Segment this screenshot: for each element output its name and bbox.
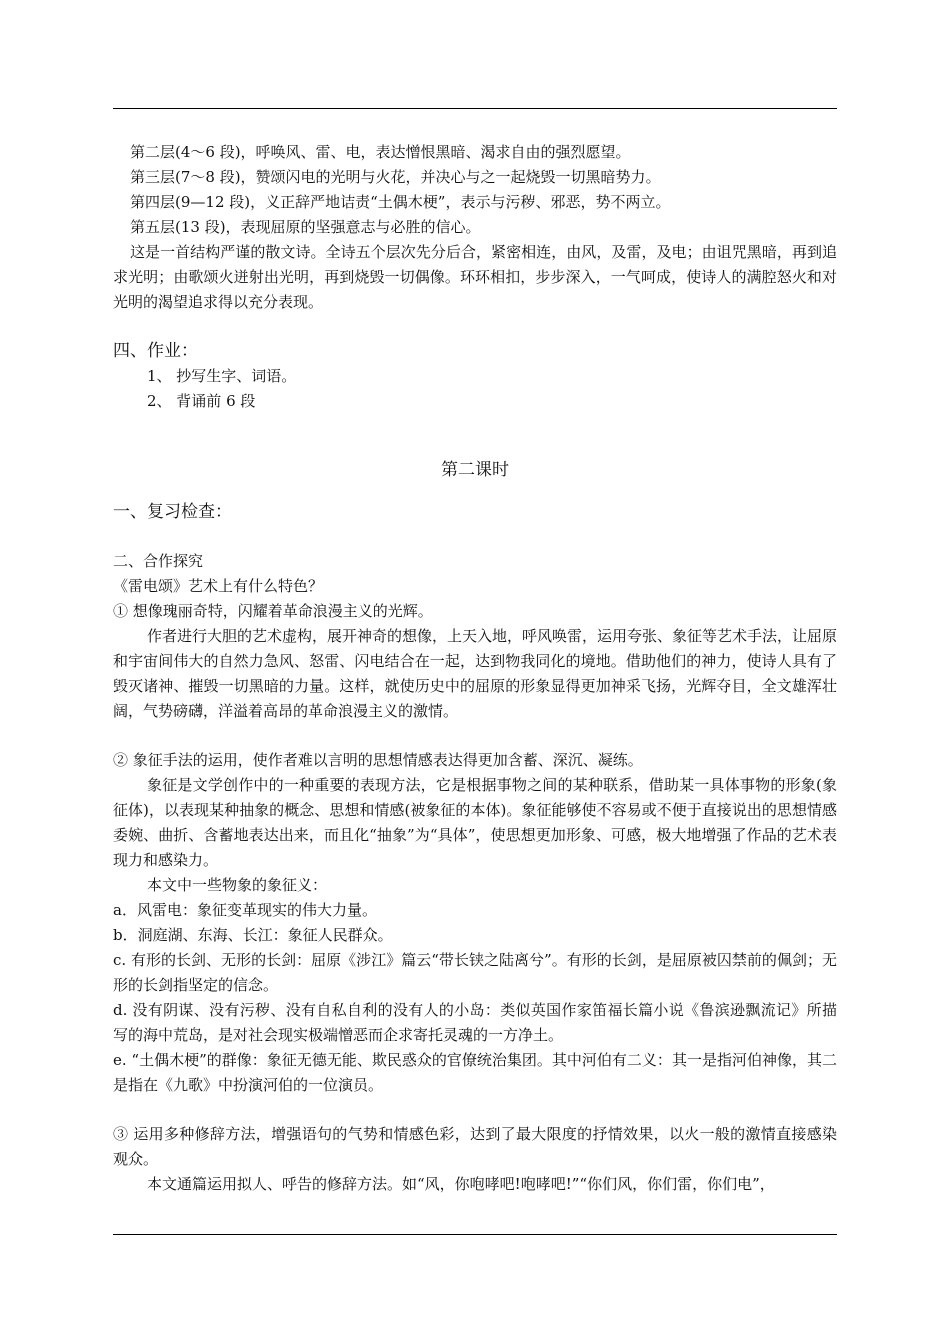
- structure-summary: 这是一首结构严谨的散文诗。全诗五个层次先分后合，紧密相连，由风，及雷，及电；由诅咒黑暗，再到追求光明；由歌颂火迸射出光明，再到烧毁一切偶像。环环相扣，步步深入，一气呵成，使诗人的满腔怒火和对光明的渴望追求得以充分表现。: [113, 243, 837, 311]
- symbol-item: c. 有形的长剑、无形的长剑：屈原《涉江》篇云“带长铗之陆离兮”。有形的长剑，是屈原被囚禁前的佩剑；无形的长剑指坚定的信念。: [113, 951, 837, 994]
- layer-2: 第二层(4～6 段)，呼唤风、雷、电，表达憎恨黑暗、渴求自由的强烈愿望。: [130, 143, 631, 161]
- homework-item: 1、 抄写生字、词语。: [147, 367, 297, 385]
- symbol-item: b．洞庭湖、东海、长江：象征人民群众。: [113, 926, 393, 944]
- point-1-title: ① 想像瑰丽奇特，闪耀着革命浪漫主义的光辉。: [113, 602, 433, 620]
- lesson-title: 第二课时: [441, 460, 509, 480]
- layer-3: 第三层(7～8 段)，赞颂闪电的光明与火花，并决心与之一起烧毁一切黑暗势力。: [130, 168, 661, 186]
- footer-rule: [113, 1234, 837, 1235]
- point-2-body: 象征是文学创作中的一种重要的表现方法，它是根据事物之间的某种联系，借助某一具体事物的形象(象征体)，以表现某种抽象的概念、思想和情感(被象征的本体)。象征能够使不容易或不便于直接说出的思想情感委婉、曲折、含蓄地表达出来，而且化“抽象”为“具体”，使思想更加形象、可感，极大地增强了作品的艺术表现力和感染力。: [113, 776, 837, 869]
- point-3-body: 本文通篇运用拟人、呼告的修辞方法。如“风，你咆哮吧!咆哮吧!”“你们风，你们雷，你们电”，: [147, 1175, 775, 1193]
- layer-4: 第四层(9—12 段)，义正辞严地诘责“土偶木梗”，表示与污秽、邪恶，势不两立。: [130, 193, 671, 211]
- symbol-item: a．风雷电：象征变革现实的伟大力量。: [113, 901, 377, 919]
- point-3-title: ③ 运用多种修辞方法，增强语句的气势和情感色彩，达到了最大限度的抒情效果，以火一般的激情直接感染观众。: [113, 1125, 837, 1168]
- header-rule: [113, 108, 837, 109]
- point-2-title: ② 象征手法的运用，使作者难以言明的思想情感表达得更加含蓄、深沉、凝练。: [113, 751, 643, 769]
- explore-heading: 二、合作探究: [113, 552, 204, 570]
- review-heading: 一、复习检查：: [113, 502, 232, 522]
- document-body: [113, 140, 837, 1197]
- homework-item: 2、 背诵前 6 段: [147, 392, 256, 410]
- layer-5: 第五层(13 段)，表现屈原的坚强意志与必胜的信心。: [130, 218, 481, 236]
- question: 《雷电颂》艺术上有什么特色？: [113, 577, 324, 595]
- point-1-body: 作者进行大胆的艺术虚构，展开神奇的想像，上天入地，呼风唤雷，运用夸张、象征等艺术手法，让屈原和宇宙间伟大的自然力急风、怒雷、闪电结合在一起，达到物我同化的境地。借助他们的神力，使诗人具有了毁灭诸神、摧毁一切黑暗的力量。这样，就使历史中的屈原的形象显得更加神采飞扬，光辉夺目，全文雄浑壮阔，气势磅礴，洋溢着高昂的革命浪漫主义的激情。: [113, 627, 838, 720]
- symbols-intro: 本文中一些物象的象征义：: [147, 876, 328, 894]
- symbol-item: e. “土偶木梗”的群像：象征无德无能、欺民惑众的官僚统治集团。其中河伯有二义：其一是指河伯神像，其二是指在《九歌》中扮演河伯的一位演员。: [113, 1051, 837, 1094]
- homework-heading: 四、作业：: [113, 341, 198, 361]
- symbol-item: d. 没有阴谋、没有污秽、没有自私自利的没有人的小岛：类似英国作家笛福长篇小说《鲁滨逊飘流记》所描写的海中荒岛，是对社会现实极端憎恶而企求寄托灵魂的一方净土。: [113, 1001, 837, 1044]
